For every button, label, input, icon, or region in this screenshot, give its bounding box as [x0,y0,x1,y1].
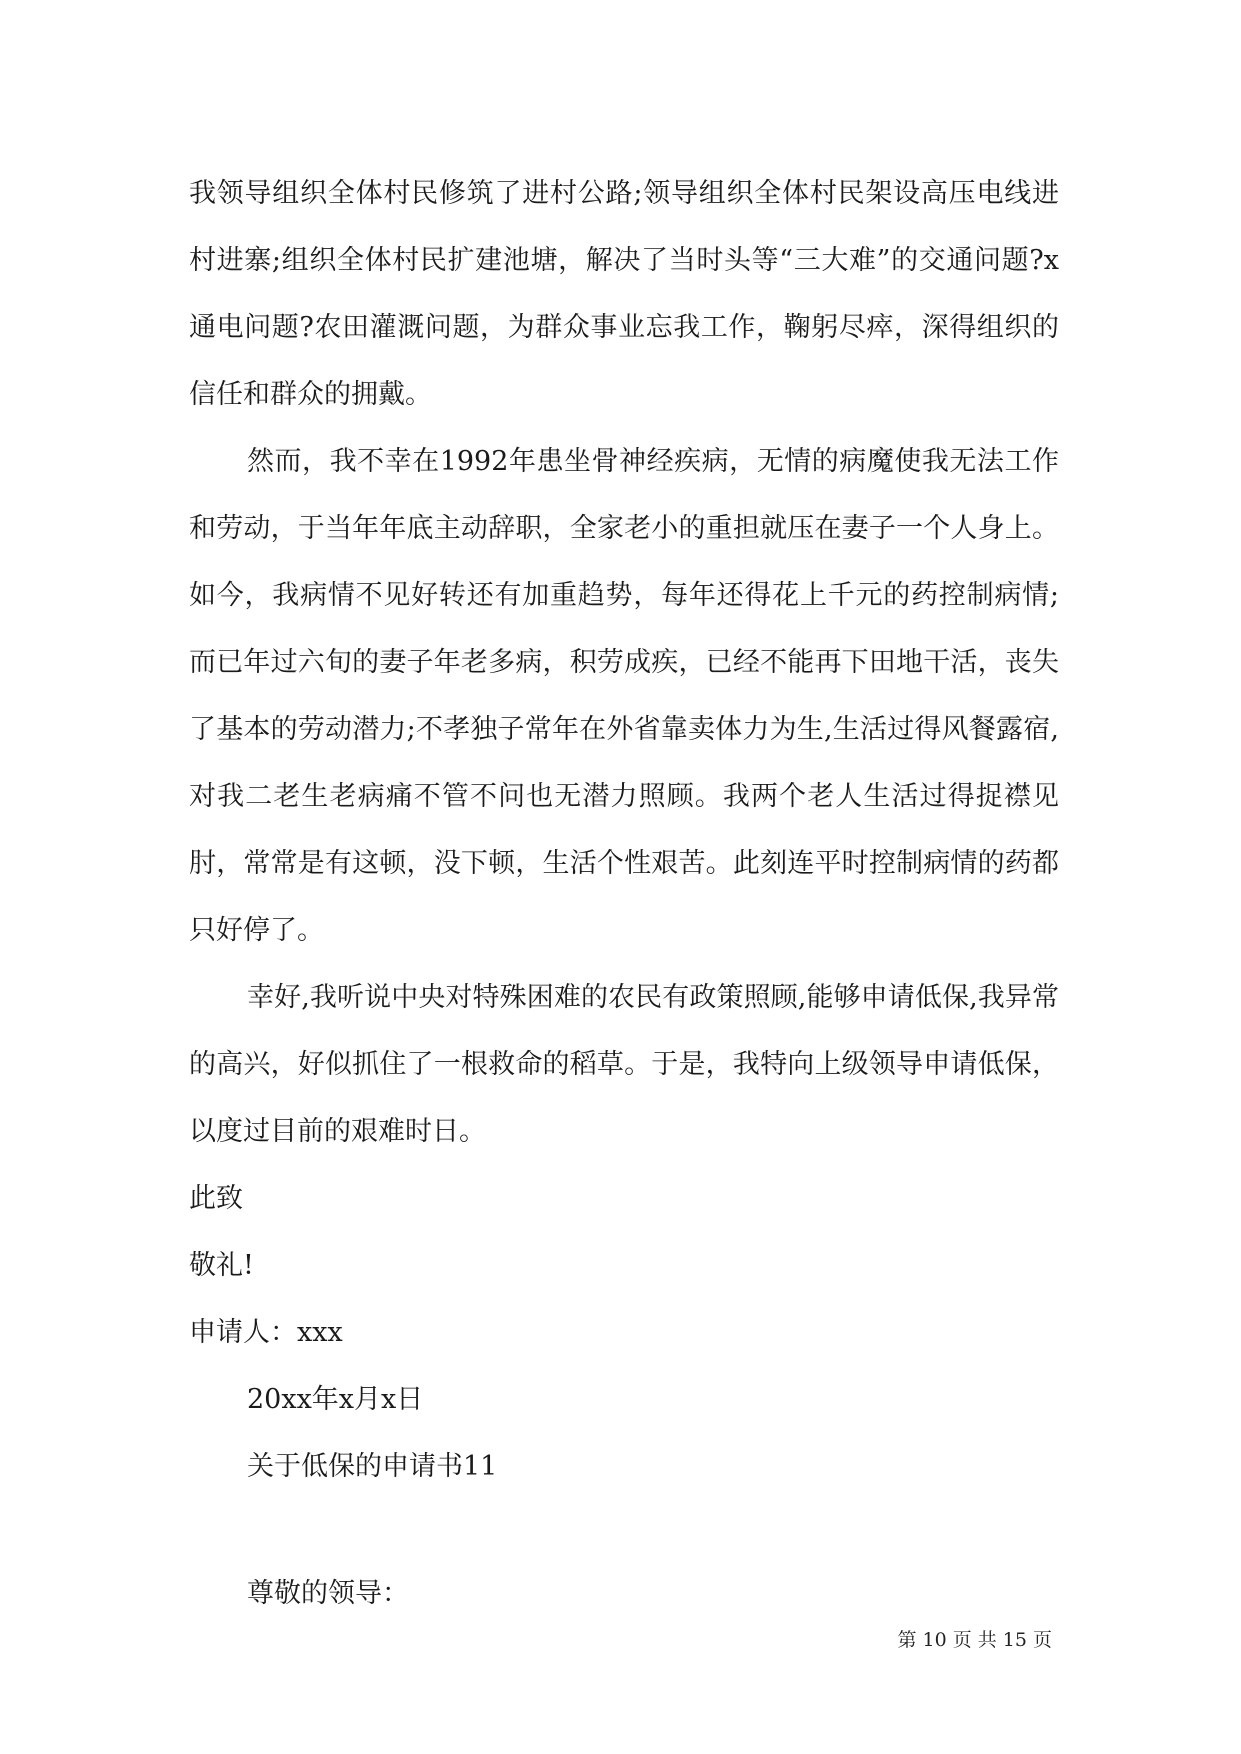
paragraph-2: 然而，我不幸在1992年患坐骨神经疾病，无情的病魔使我无法工作和劳动，于当年年底主动辞职，全家老小的重担就压在妻子一个人身上。如今，我病情不见好转还有加重趋势，每年还得花上千元的药控制病情;而已年过六旬的妻子年老多病，积劳成疾，已经不能再下田地干活，丧失了基本的劳动潜力;不孝独子常年在外省靠卖体力为生,生活过得风餐露宿,对我二老生老病痛不管不问也无潜力照顾。我两个老人生活过得捉襟见肘，常常是有这顿，没下顿，生活个性艰苦。此刻连平时控制病情的药都只好停了。 [189,446,1059,946]
next-section-title: 关于低保的申请书11 [247,1451,498,1482]
salute-text: 敬礼! [189,1250,254,1281]
document-body [189,160,1059,1627]
page-number: 第 10 页 共 15 页 [897,1629,1052,1651]
next-section-greeting: 尊敬的领导： [247,1578,409,1609]
applicant-line: 申请人：xxx [189,1317,343,1348]
date-line: 20xx年x月x日 [247,1384,424,1415]
paragraph-1: 我领导组织全体村民修筑了进村公路;领导组织全体村民架设高压电线进村进寨;组织全体村民扩建池塘，解决了当时头等“三大难”的交通问题?x通电问题?农田灌溉问题，为群众事业忘我工作，鞠躬尽瘁，深得组织的信任和群众的拥戴。 [189,178,1059,410]
closing-text: 此致 [189,1183,243,1214]
paragraph-3: 幸好,我听说中央对特殊困难的农民有政策照顾,能够申请低保,我异常的高兴，好似抓住了一根救命的稻草。于是，我特向上级领导申请低保，以度过目前的艰难时日。 [189,982,1059,1147]
blank-spacer [189,1500,1059,1560]
